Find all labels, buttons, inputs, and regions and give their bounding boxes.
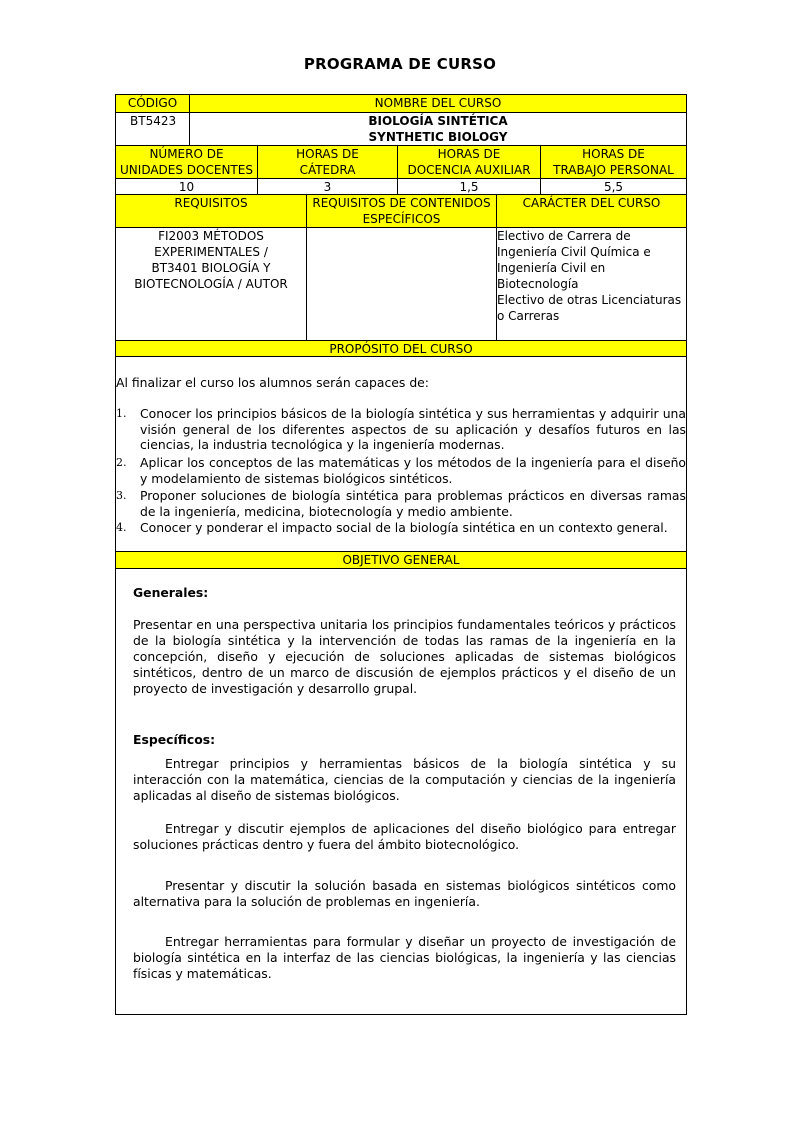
purpose-item: Proponer soluciones de biología sintética para problemas prácticos en diversas ramas de la ingeniería, medicina, biotecnología y medio ambiente.: [140, 488, 686, 519]
generales-text: Presentar en una perspectiva unitaria los principios fundamentales teóricos y prácticos de la biología sintética y la intervención de todas las ramas de la ingeniería en la concepción, diseño y ejecución de soluciones aplicadas de sistemas biológicos sintéticos, dentro de un marco de discusión de ejemplos prácticos y el diseño de un proyecto de investigación y desarrollo grupal.: [133, 617, 676, 696]
nombre-header: NOMBRE DEL CURSO: [190, 95, 686, 112]
generales-heading: Generales:: [133, 585, 209, 600]
course-name-es: BIOLOGÍA SINTÉTICA: [368, 114, 508, 128]
page-title: PROGRAMA DE CURSO: [303, 55, 497, 73]
requisitos-value: FI2003 MÉTODOS EXPERIMENTALES / BT3401 BIOLOGÍA Y BIOTECNOLOGÍA / AUTOR: [134, 229, 288, 291]
especifico-item: Entregar herramientas para formular y diseñar un proyecto de investigación de biología sintética en la interfaz de las ciencias biológicas, la ingeniería y las ciencias físicas y matemáticas.: [133, 934, 676, 981]
especifico-item: Entregar y discutir ejemplos de aplicaciones del diseño biológico para entregar soluciones prácticas dentro y fuera del ámbito biotecnológico.: [133, 821, 676, 852]
especifico-item: Entregar principios y herramientas básicos de la biología sintética y su interacción con la matemática, ciencias de la computación y ciencias de la ingeniería aplicadas al diseño de sistemas biológicos.: [133, 756, 676, 803]
proposito-header: PROPÓSITO DEL CURSO: [116, 341, 686, 356]
codigo-header: CÓDIGO: [116, 95, 189, 112]
purpose-item: Conocer y ponderar el impacto social de la biología sintética en un contexto general.: [140, 520, 668, 535]
requisitos-contenidos-header: REQUISITOS DE CONTENIDOS ESPECÍFICOS: [307, 195, 496, 227]
purpose-num: 3.: [116, 489, 127, 502]
purpose-intro: Al finalizar el curso los alumnos serán capaces de:: [116, 375, 429, 390]
unidades-docentes-header: NÚMERO DE UNIDADES DOCENTES: [116, 146, 257, 178]
especificos-heading: Específicos:: [133, 732, 216, 747]
objetivo-header: OBJETIVO GENERAL: [116, 552, 686, 568]
purpose-item: Aplicar los conceptos de las matemáticas y los métodos de la ingeniería para el diseño y modelamiento de sistemas biológicos sintéticos.: [140, 455, 686, 486]
purpose-num: 1.: [116, 407, 127, 420]
horas-trabajo-personal-value: 5,5: [603, 180, 624, 194]
especifico-item: Presentar y discutir la solución basada en sistemas biológicos sintéticos como alternativa para la solución de problemas en ingeniería.: [133, 878, 676, 909]
codigo-value: BT5423: [130, 114, 177, 128]
horas-trabajo-personal-header: HORAS DE TRABAJO PERSONAL: [541, 146, 686, 178]
horas-docencia-auxiliar-value: 1,5: [459, 180, 479, 194]
course-name-en: SYNTHETIC BIOLOGY: [368, 130, 508, 144]
horas-catedra-value: 3: [323, 180, 332, 194]
horas-catedra-header: HORAS DE CÁTEDRA: [258, 146, 397, 178]
caracter-curso-value: Electivo de Carrera de Ingeniería Civil Química e Ingeniería Civil en Biotecnología Electivo de otras Licenciaturas o Carreras: [497, 229, 682, 323]
horas-docencia-auxiliar-header: HORAS DE DOCENCIA AUXILIAR: [398, 146, 540, 178]
purpose-item: Conocer los principios básicos de la biología sintética y sus herramientas y adquirir una visión general de los diferentes aspectos de su aplicación y desafíos futuros en las ciencias, la industria tecnológica y la ingeniería modernas.: [140, 406, 686, 453]
unidades-docentes-value: 10: [178, 180, 195, 194]
requisitos-header: REQUISITOS: [116, 195, 306, 227]
purpose-num: 4.: [116, 521, 127, 534]
purpose-num: 2.: [116, 456, 127, 469]
caracter-curso-header: CARÁCTER DEL CURSO: [497, 195, 686, 227]
